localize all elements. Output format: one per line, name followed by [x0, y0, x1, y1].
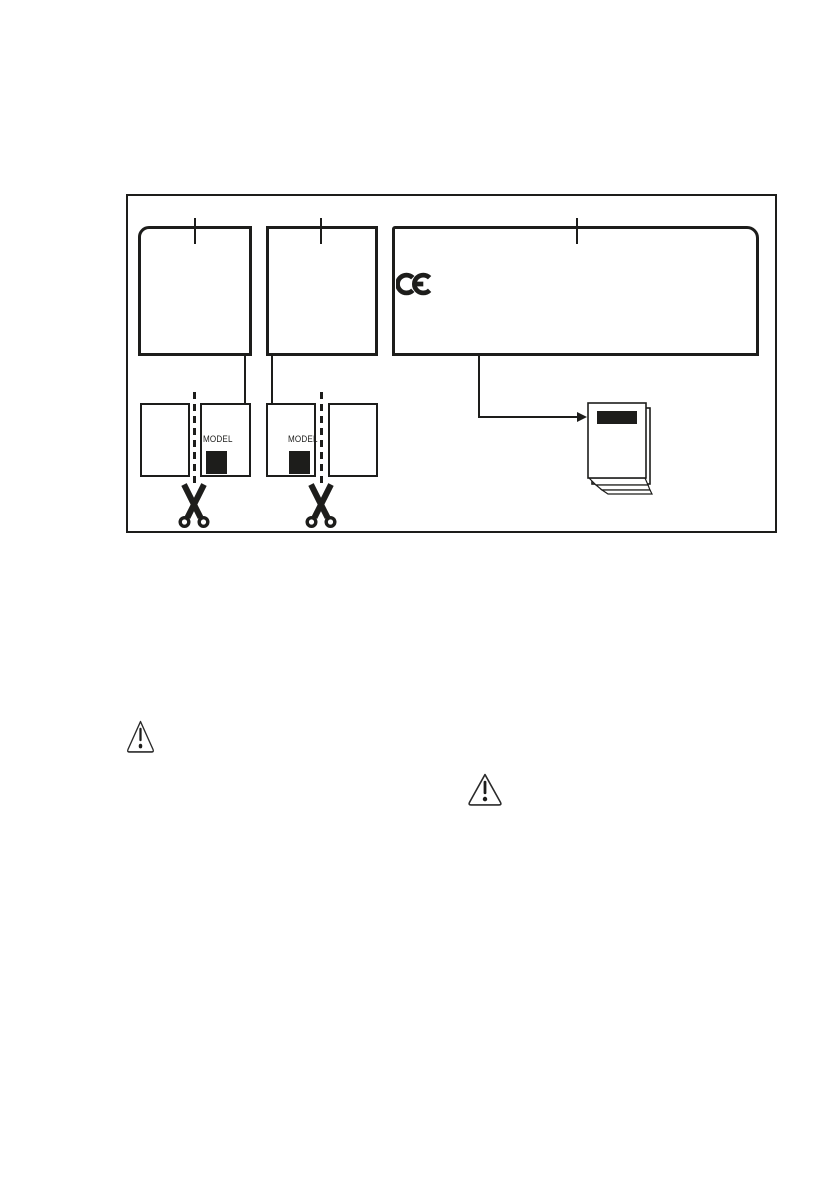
- warning-triangle-icon: [467, 772, 503, 807]
- plate-middle-callout-tick: [320, 218, 322, 244]
- cut-line-right: [320, 392, 323, 483]
- booklet-icon: [584, 401, 654, 497]
- rating-plate-middle: [266, 226, 378, 356]
- ce-mark-icon: [396, 266, 438, 302]
- cut-card-left-blank: [140, 403, 190, 477]
- model-plate-swatch-right: [289, 451, 310, 474]
- model-label-right: MODEL: [288, 434, 318, 444]
- model-plate-swatch-left: [206, 451, 227, 474]
- cut-card-right-blank: [328, 403, 378, 477]
- callout-line-ce-vertical: [478, 356, 480, 418]
- model-label-left: MODEL: [203, 434, 233, 444]
- ce-declaration-plate: [392, 226, 759, 356]
- callout-line-ce-horizontal: [478, 416, 578, 418]
- scissors-icon: [172, 482, 216, 528]
- rating-plate-left: [138, 226, 252, 356]
- scissors-icon: [299, 482, 343, 528]
- ce-plate-callout-tick: [576, 218, 578, 244]
- warning-triangle-icon: [126, 719, 155, 754]
- cut-line-left: [193, 392, 196, 483]
- plate-left-callout-tick: [194, 218, 196, 244]
